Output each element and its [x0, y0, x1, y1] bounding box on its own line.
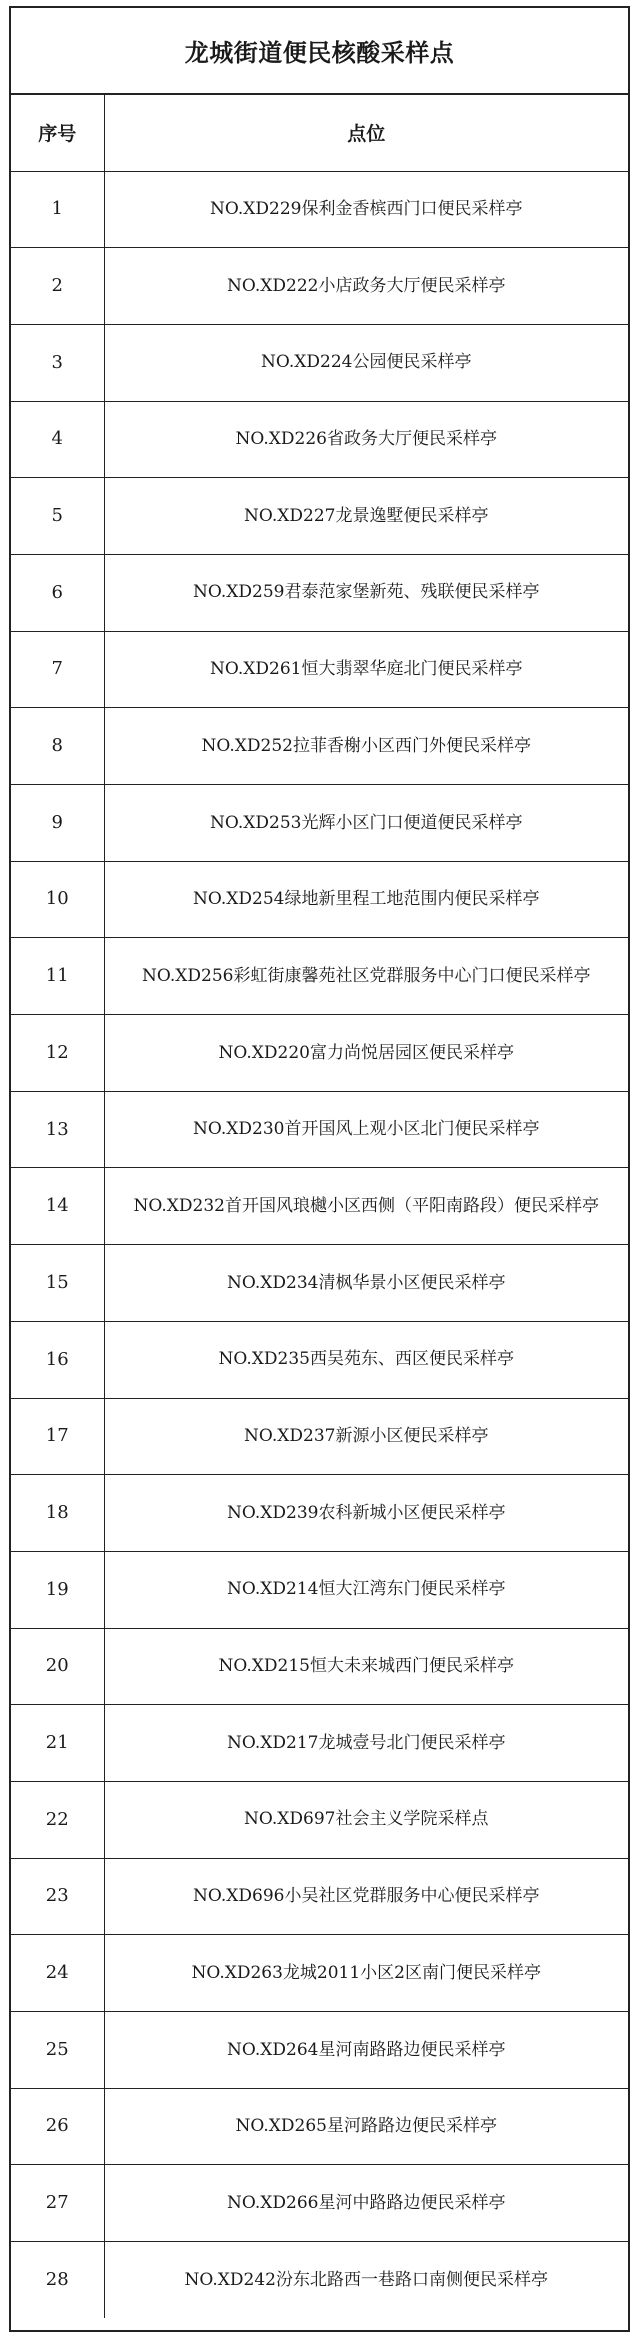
row-number: 24 [11, 1935, 104, 2012]
table-row [11, 1015, 628, 1092]
row-number: 13 [11, 1091, 104, 1168]
row-number: 26 [11, 2088, 104, 2165]
row-site: NO.XD226省政务大厅便民采样亭 [104, 401, 628, 478]
row-site: NO.XD254绿地新里程工地范围内便民采样亭 [104, 861, 628, 938]
row-site: NO.XD259君泰范家堡新苑、残联便民采样亭 [104, 554, 628, 631]
row-site: NO.XD256彩虹街康馨苑社区党群服务中心门口便民采样亭 [104, 938, 628, 1015]
row-site: NO.XD224公园便民采样亭 [104, 324, 628, 401]
table-row [11, 171, 628, 248]
table-row [11, 2088, 628, 2165]
table-row [11, 1858, 628, 1935]
row-site: NO.XD253光辉小区门口便道便民采样亭 [104, 785, 628, 862]
table-header-row [11, 95, 628, 171]
table-row [11, 785, 628, 862]
table-row [11, 2012, 628, 2089]
row-number: 15 [11, 1245, 104, 1322]
row-number: 23 [11, 1858, 104, 1935]
table-row [11, 248, 628, 325]
row-number: 12 [11, 1015, 104, 1092]
table-body [11, 171, 628, 2318]
row-site: NO.XD215恒大未来城西门便民采样亭 [104, 1628, 628, 1705]
row-number: 3 [11, 324, 104, 401]
row-site: NO.XD214恒大江湾东门便民采样亭 [104, 1551, 628, 1628]
table-row [11, 708, 628, 785]
row-number: 6 [11, 554, 104, 631]
row-site: NO.XD264星河南路路边便民采样亭 [104, 2012, 628, 2089]
table-row [11, 1935, 628, 2012]
row-number: 9 [11, 785, 104, 862]
row-number: 1 [11, 171, 104, 248]
row-site: NO.XD239农科新城小区便民采样亭 [104, 1475, 628, 1552]
row-number: 28 [11, 2242, 104, 2319]
row-site: NO.XD252拉菲香榭小区西门外便民采样亭 [104, 708, 628, 785]
row-number: 19 [11, 1551, 104, 1628]
row-number: 11 [11, 938, 104, 1015]
row-site: NO.XD235西吴苑东、西区便民采样亭 [104, 1321, 628, 1398]
column-header-site: 点位 [104, 95, 628, 171]
row-site: NO.XD227龙景逸墅便民采样亭 [104, 478, 628, 555]
table-row [11, 2242, 628, 2319]
row-number: 4 [11, 401, 104, 478]
table-row [11, 1705, 628, 1782]
row-number: 10 [11, 861, 104, 938]
row-number: 21 [11, 1705, 104, 1782]
row-number: 20 [11, 1628, 104, 1705]
row-number: 18 [11, 1475, 104, 1552]
table-row [11, 1398, 628, 1475]
row-number: 8 [11, 708, 104, 785]
row-site: NO.XD266星河中路路边便民采样亭 [104, 2165, 628, 2242]
table-row [11, 1551, 628, 1628]
table-row [11, 2165, 628, 2242]
column-header-number: 序号 [11, 95, 104, 171]
page-title: 龙城街道便民核酸采样点 [11, 8, 628, 95]
row-site: NO.XD263龙城2011小区2区南门便民采样亭 [104, 1935, 628, 2012]
table-row [11, 861, 628, 938]
row-site: NO.XD697社会主义学院采样点 [104, 1781, 628, 1858]
row-site: NO.XD232首开国风琅樾小区西侧（平阳南路段）便民采样亭 [104, 1168, 628, 1245]
row-site: NO.XD222小店政务大厅便民采样亭 [104, 248, 628, 325]
row-number: 22 [11, 1781, 104, 1858]
row-site: NO.XD265星河路路边便民采样亭 [104, 2088, 628, 2165]
row-number: 5 [11, 478, 104, 555]
row-number: 25 [11, 2012, 104, 2089]
table-row [11, 1628, 628, 1705]
table-row [11, 631, 628, 708]
row-site: NO.XD230首开国风上观小区北门便民采样亭 [104, 1091, 628, 1168]
row-number: 2 [11, 248, 104, 325]
table-row [11, 1475, 628, 1552]
row-site: NO.XD234清枫华景小区便民采样亭 [104, 1245, 628, 1322]
table-row [11, 1321, 628, 1398]
row-number: 14 [11, 1168, 104, 1245]
table-row [11, 324, 628, 401]
table-row [11, 1245, 628, 1322]
table-row [11, 554, 628, 631]
row-number: 27 [11, 2165, 104, 2242]
sites-table [11, 95, 628, 2318]
row-site: NO.XD237新源小区便民采样亭 [104, 1398, 628, 1475]
row-number: 7 [11, 631, 104, 708]
row-site: NO.XD261恒大翡翠华庭北门便民采样亭 [104, 631, 628, 708]
table-row [11, 1091, 628, 1168]
row-number: 17 [11, 1398, 104, 1475]
row-site: NO.XD229保利金香槟西门口便民采样亭 [104, 171, 628, 248]
table-row [11, 938, 628, 1015]
row-site: NO.XD217龙城壹号北门便民采样亭 [104, 1705, 628, 1782]
sampling-sites-sheet [9, 6, 630, 2332]
table-row [11, 1781, 628, 1858]
row-site: NO.XD220富力尚悦居园区便民采样亭 [104, 1015, 628, 1092]
table-row [11, 478, 628, 555]
row-site: NO.XD242汾东北路西一巷路口南侧便民采样亭 [104, 2242, 628, 2319]
table-row [11, 401, 628, 478]
row-site: NO.XD696小吴社区党群服务中心便民采样亭 [104, 1858, 628, 1935]
table-row [11, 1168, 628, 1245]
row-number: 16 [11, 1321, 104, 1398]
